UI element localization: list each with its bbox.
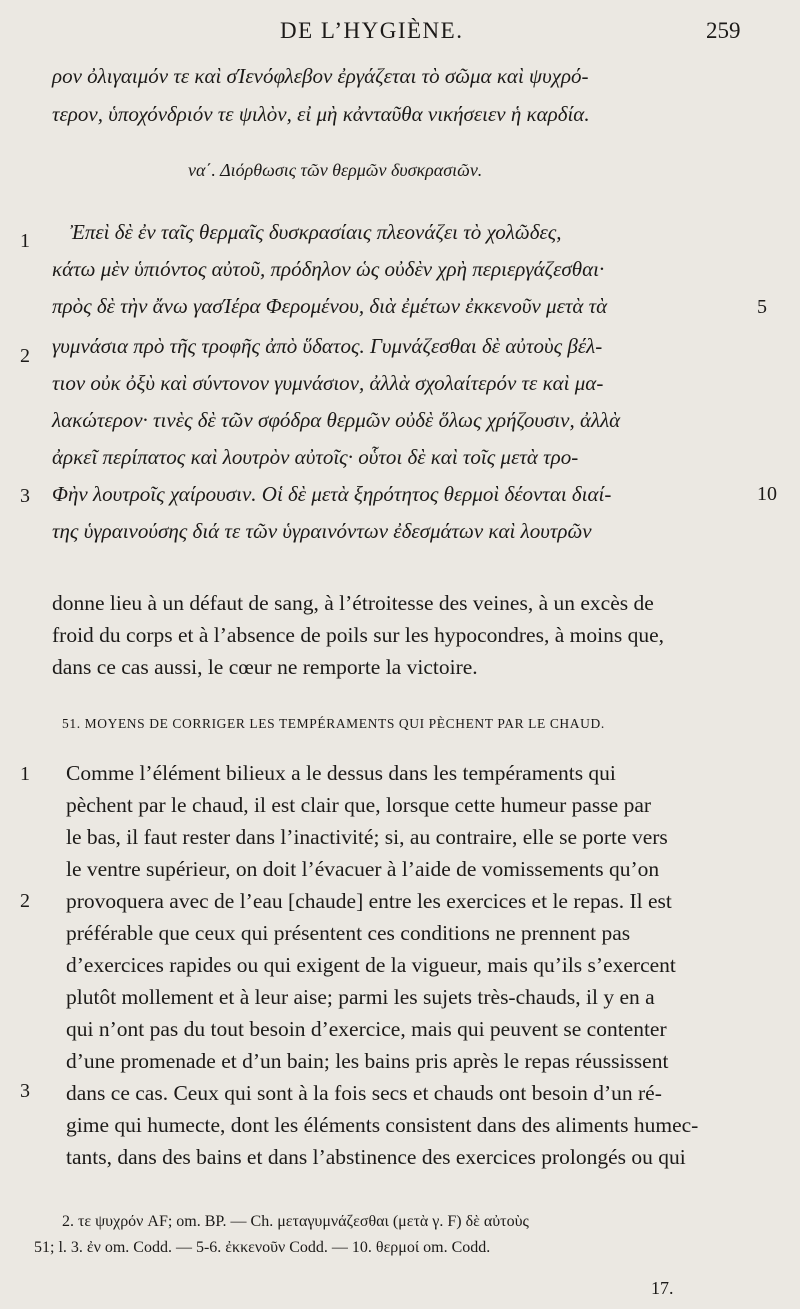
printer-signature-mark: 17. — [651, 1278, 674, 1298]
french-text-line: plutôt mollement et à leur aise; parmi les sujets très-chauds, il y en a — [66, 985, 655, 1009]
french-text-line: tants, dans des bains et dans l’abstinence des exercices prolongés ou qui — [66, 1145, 686, 1169]
greek-text-line: πρὸς δὲ τὴν ἄνω γασΊέρα Φερομένου, διὰ ἐμέτων ἐκκενοῦν μετὰ τὰ — [52, 294, 608, 318]
french-section-marker: 3 — [20, 1080, 30, 1102]
french-text-line: pèchent par le chaud, il est clair que, lorsque cette humeur passe par — [66, 793, 652, 817]
greek-line-marker: 10 — [757, 483, 777, 505]
french-text-line: Comme l’élément bilieux a le dessus dans les tempéraments qui — [66, 761, 616, 785]
french-section-marker: 2 — [20, 890, 30, 912]
greek-text-line: Ἐπεὶ δὲ ἐν ταῖς θερμαῖς δυσκρασίαις πλεονάζει τὸ χολῶδες, — [70, 220, 562, 244]
greek-section-marker: 1 — [20, 230, 30, 252]
greek-text-line: ἀρκεῖ περίπατος καὶ λουτρὸν αὐτοῖς· οὗτοι δὲ καὶ τοῖς μετὰ τρο- — [52, 445, 579, 469]
greek-section-marker: 3 — [20, 485, 30, 507]
greek-text-line: κάτω μὲν ὑπιόντος αὐτοῦ, πρόδηλον ὡς οὐδὲν χρὴ περιεργάζεσθαι· — [52, 257, 605, 281]
french-text-line: provoquera avec de l’eau [chaude] entre les exercices et le repas. Il est — [66, 889, 672, 913]
french-carry-line: dans ce cas aussi, le cœur ne remporte la victoire. — [52, 655, 478, 679]
french-section-heading: 51. MOYENS DE CORRIGER LES TEMPÉRAMENTS QUI PÈCHENT PAR LE CHAUD. — [62, 716, 605, 731]
french-text-line: le ventre supérieur, on doit l’évacuer à l’aide de vomissements qu’on — [66, 857, 660, 881]
french-text-line: qui n’ont pas du tout besoin d’exercice, mais qui peuvent se contenter — [66, 1017, 667, 1041]
greek-text-line: λακώτερον· τινὲς δὲ τῶν σφόδρα θερμῶν οὐδὲ ὅλως χρήζουσιν, ἀλλὰ — [52, 408, 621, 432]
greek-text-line: Φὴν λουτροῖς χαίρουσιν. Οἱ δὲ μετὰ ξηρότητος θερμοὶ δέονται διαί- — [52, 482, 612, 506]
greek-text-line: τιον οὐκ ὀξὺ καὶ σύντονον γυμνάσιον, ἀλλὰ σχολαίτερόν τε καὶ μα- — [52, 371, 604, 395]
french-text-line: préférable que ceux qui présentent ces conditions ne prennent pas — [66, 921, 631, 945]
french-carry-line: froid du corps et à l’absence de poils sur les hypocondres, à moins que, — [52, 623, 664, 647]
greek-section-heading: να΄. Διόρθωσις τῶν θερμῶν δυσκρασιῶν. — [188, 160, 483, 180]
greek-carry-line: ρον ὀλιγαιμόν τε καὶ σΊενόφλεβον ἐργάζεται τὸ σῶμα καὶ ψυχρό- — [52, 64, 589, 88]
french-text-line: dans ce cas. Ceux qui sont à la fois secs et chauds ont besoin d’un ré- — [66, 1081, 662, 1105]
greek-text-line: γυμνάσια πρὸ τῆς τροφῆς ἀπὸ ὕδατος. Γυμνάζεσθαι δὲ αὐτοὺς βέλ- — [52, 334, 603, 358]
french-carry-line: donne lieu à un défaut de sang, à l’étroitesse des veines, à un excès de — [52, 591, 654, 615]
french-text-line: le bas, il faut rester dans l’inactivité; si, au contraire, elle se porte vers — [66, 825, 668, 849]
page-number: 259 — [706, 18, 741, 43]
french-text-line: gime qui humecte, dont les éléments consistent dans des aliments humec- — [66, 1113, 699, 1137]
french-section-marker: 1 — [20, 763, 30, 785]
greek-text-line: της ὑγραινούσης διά τε τῶν ὑγραινόντων ἐδεσμάτων καὶ λουτρῶν — [52, 519, 592, 543]
critical-apparatus-line: 2. τε ψυχρόν AF; om. BP. — Ch. μεταγυμνάζεσθαι (μετὰ γ. F) δὲ αὐτοὺς — [62, 1213, 529, 1230]
greek-section-marker: 2 — [20, 345, 30, 367]
french-text-line: d’exercices rapides ou qui exigent de la vigueur, mais qu’ils s’exercent — [66, 953, 676, 977]
critical-apparatus-line: 51; l. 3. ἐν om. Codd. — 5-6. ἐκκενοῦν Codd. — 10. θερμοί om. Codd. — [34, 1239, 491, 1256]
greek-line-marker: 5 — [757, 296, 767, 318]
running-header-title: DE L’HYGIÈNE. — [280, 18, 464, 43]
greek-carry-line: τερον, ὑποχόνδριόν τε ψιλὸν, εἰ μὴ κἀνταῦθα νικήσειεν ἡ καρδία. — [52, 102, 590, 126]
french-text-line: d’une promenade et d’un bain; les bains pris après le repas réussissent — [66, 1049, 669, 1073]
